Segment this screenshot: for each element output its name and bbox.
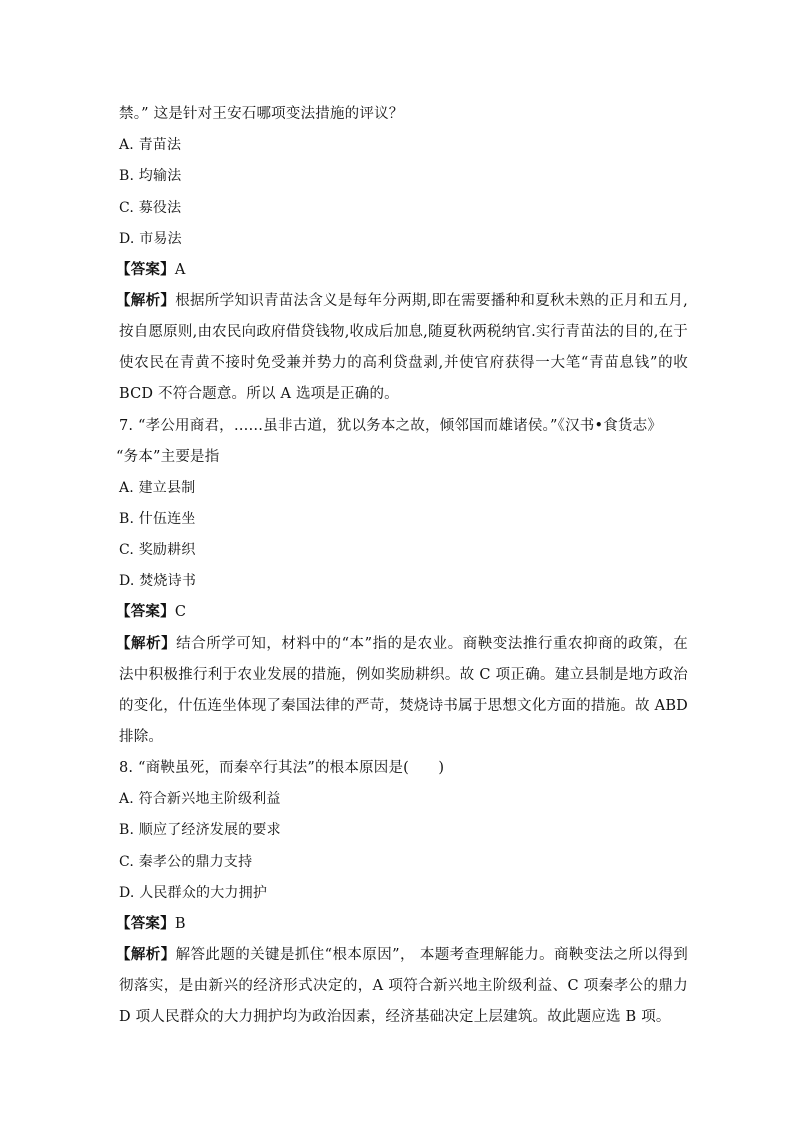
answer-value: A	[174, 262, 186, 278]
q6-analysis-line-4: BCD 不符合题意。所以 A 选项是正确的。	[119, 386, 399, 402]
q8-analysis-line-3: D 项人民群众的大力拥护均为政治因素，经济基础决定上层建筑。故此题应选 B 项。	[119, 1009, 671, 1025]
q7-option-a: A. 建立县制	[119, 480, 196, 496]
q7-answer	[116, 602, 682, 622]
q6-analysis-line-2: 按自愿原则,由农民向政府借贷钱物,收成后加息,随夏秋两税纳官.实行青苗法的目的,在于	[119, 324, 688, 340]
q7-option-c: C. 奖励耕织	[119, 542, 196, 558]
q6-stem: 禁。” 这是针对王安石哪项变法措施的评议？	[119, 106, 404, 122]
q7-stem-line-2: “务本”主要是指	[116, 449, 220, 465]
q8-answer	[116, 914, 682, 934]
q6-answer	[116, 260, 682, 280]
q8-option-d: D. 人民群众的大力拥护	[119, 885, 268, 901]
analysis-text: 根据所学知识青苗法含义是每年分两期,即在需要播种和夏秋未熟的正月和五月,	[175, 293, 688, 309]
q8-analysis-line-2: 彻落实，是由新兴的经济形式决定的，A 项符合新兴地主阶级利益、C 项秦孝公的鼎力	[119, 978, 688, 994]
q8-option-a: A. 符合新兴地主阶级利益	[119, 791, 281, 807]
q7-option-d: D. 焚烧诗书	[119, 573, 197, 589]
q6-option-a: A. 青苗法	[119, 137, 182, 153]
q6-analysis-line-3: 使农民在青黄不接时免受兼并势力的高利贷盘剥,并使官府获得一大笔“青苗息钱”的收	[119, 355, 688, 371]
q6-option-c: C. 募役法	[119, 200, 182, 216]
q8-stem: 8. “商鞅虽死，而秦卒行其法”的根本原因是( )	[119, 760, 445, 776]
q6-analysis-line-1	[116, 291, 688, 311]
analysis-text: 结合所学可知，材料中的“本”指的是农业。商鞅变法推行重农抑商的政策，在	[176, 636, 688, 652]
q8-option-c: C. 秦孝公的鼎力支持	[119, 854, 253, 870]
q8-analysis-line-1	[116, 945, 688, 965]
answer-value: B	[174, 916, 186, 932]
analysis-text: 解答此题的关键是抓住“根本原因”， 本题考查理解能力。商鞅变法之所以得到	[175, 947, 688, 963]
q7-analysis-line-2: 法中积极推行利于农业发展的措施，例如奖励耕织。故 C 项正确。建立县制是地方政治	[119, 667, 688, 683]
q8-option-b: B. 顺应了经济发展的要求	[119, 822, 281, 838]
analysis-tag: 【解析】	[116, 946, 176, 963]
q7-option-b: B. 什伍连坐	[119, 511, 196, 527]
q6-option-d: D. 市易法	[119, 231, 182, 247]
q7-analysis-line-3: 的变化，什伍连坐体现了秦国法律的严苛，焚烧诗书属于思想文化方面的措施。故 ABD	[119, 698, 688, 714]
q7-stem-line-1: 7. “孝公用商君，……虽非古道，犹以务本之故，倾邻国而雄诸侯。”《汉书•食货志》	[119, 418, 663, 434]
answer-tag: 【答案】	[116, 261, 175, 278]
q7-analysis-line-1	[116, 634, 688, 654]
answer-tag: 【答案】	[116, 915, 175, 932]
analysis-tag: 【解析】	[116, 635, 177, 652]
q7-analysis-line-4: 排除。	[119, 729, 164, 745]
analysis-tag: 【解析】	[116, 292, 176, 309]
answer-tag: 【答案】	[116, 603, 175, 620]
q6-option-b: B. 均输法	[119, 168, 182, 184]
answer-value: C	[174, 604, 187, 620]
